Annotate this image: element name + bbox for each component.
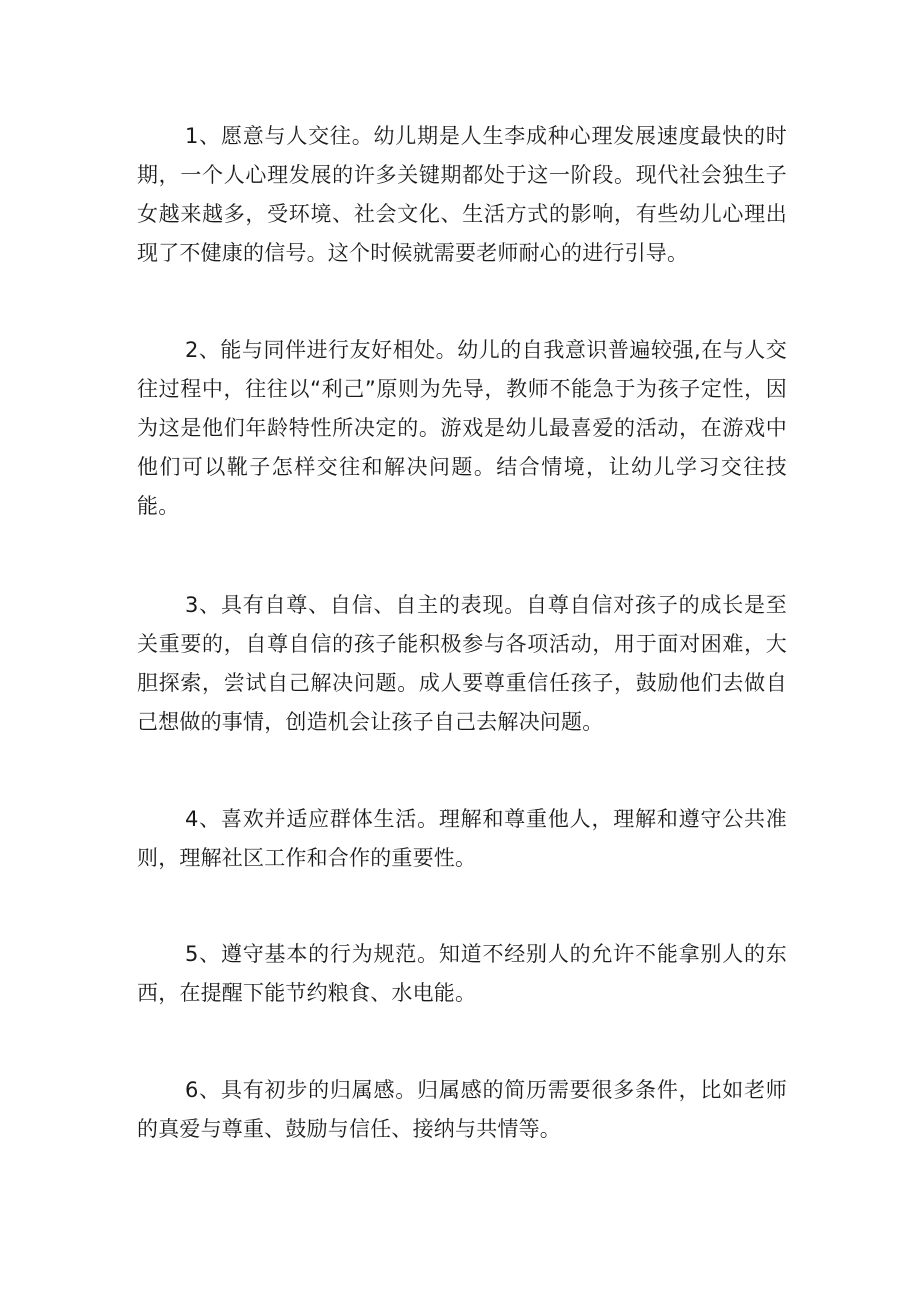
paragraph-1: 1、愿意与人交往。幼儿期是人生李成种心理发展速度最快的时期，一个人心理发展的许多关键期都处于这一阶段。现代社会独生子女越来越多，受环境、社会文化、生活方式的影响，有些幼儿心理出现了不健康的信号。这个时候就需要老师耐心的进行引导。 bbox=[137, 124, 787, 265]
paragraph-5: 5、遵守基本的行为规范。知道不经别人的允许不能拿别人的东西，在提醒下能节约粮食、水电能。 bbox=[137, 942, 787, 1005]
paragraph-2: 2、能与同伴进行友好相处。幼儿的自我意识普遍较强,在与人交往过程中，往往以“利己”原则为先导，教师不能急于为孩子定性，因为这是他们年龄特性所决定的。游戏是幼儿最喜爱的活动，在游戏中他们可以靴子怎样交往和解决问题。结合情境，让幼儿学习交往技能。 bbox=[137, 338, 787, 518]
paragraph-6: 6、具有初步的归属感。归属感的简历需要很多条件，比如老师的真爱与尊重、鼓励与信任、接纳与共情等。 bbox=[137, 1078, 787, 1141]
paragraph-4: 4、喜欢并适应群体生活。理解和尊重他人，理解和遵守公共准则，理解社区工作和合作的重要性。 bbox=[137, 807, 787, 870]
paragraph-3: 3、具有自尊、自信、自主的表现。自尊自信对孩子的成长是至关重要的，自尊自信的孩子能积极参与各项活动，用于面对困难，大胆探索，尝试自己解决问题。成人要尊重信任孩子，鼓励他们去做自己想做的事情，创造机会让孩子自己去解决问题。 bbox=[137, 593, 787, 734]
